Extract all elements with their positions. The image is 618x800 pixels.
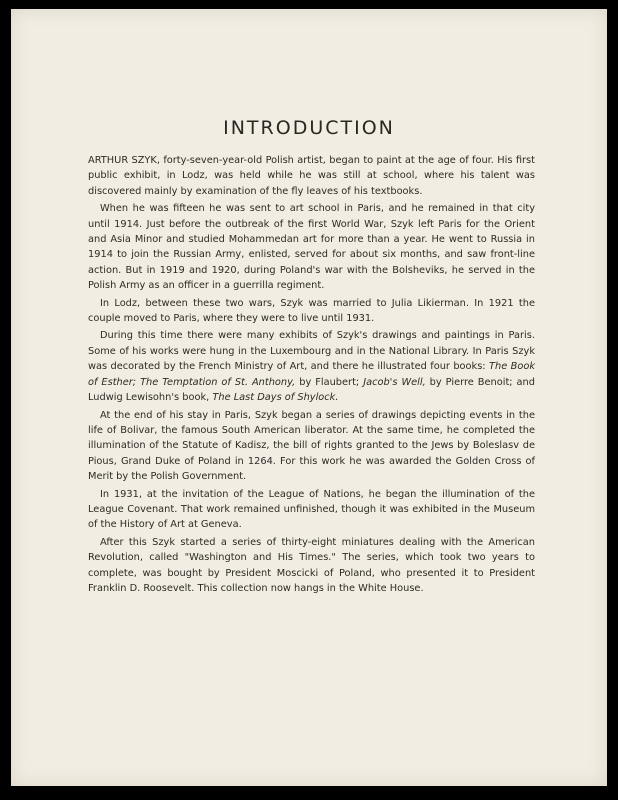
paragraph [88,487,535,533]
paragraph [88,535,535,597]
document-page [11,9,607,786]
paragraph [88,328,535,405]
paragraph-text: When he was fifteen he was sent to art school in Paris, and he remained in that city until 1914. Just before the outbreak of the first World War, Szyk left Paris for the Orient and Asia Minor and studied Mohammedan art for more than a year. He went to Russia in 1914 to join the Russian Army, enlisted, served for about six months, and saw front-line action. But in 1919 and 1920, during Poland's war with the Bolsheviks, he served in the Polish Army as an officer in a guerrilla regiment. [88,203,535,292]
book-title: Jacob's Well, [363,376,426,388]
paragraph-text: After this Szyk started a series of thirty-eight miniatures dealing with the American Revolution, called "Washington and His Times." The series, which took two years to complete, was bought by President Moscicki of Poland, who presented it to President Franklin D. Roosevelt. This collection now hangs in the White House. [88,536,535,594]
paragraph-text: During this time there were many exhibits of Szyk's drawings and paintings in Paris. Some of his works were hung in the Luxembourg and in the National Library. In Paris Szyk was decorated by the French Ministry of Art, and there he illustrated four books: [88,330,535,373]
paragraph-text: In Lodz, between these two wars, Szyk was married to Julia Likierman. In 1921 the couple moved to Paris, where they were to live until 1931. [88,297,535,325]
book-title: The Book of Esther; The Temptation of St. Anthony, [88,361,535,388]
paragraph-text: by Flaubert; [295,376,364,388]
book-title: The Last Days of Shylock. [212,392,339,404]
paragraph [88,201,535,293]
paragraph [88,296,535,327]
body-text [88,153,535,598]
page-title: INTRODUCTION [223,117,395,139]
paragraph-text: by Pierre Benoit; and Ludwig Lewisohn's book, [88,376,535,404]
paragraph [88,408,535,485]
paragraph-text: ARTHUR SZYK, forty-seven-year-old Polish artist, began to paint at the age of four. His first public exhibit, in Lodz, was held while he was still at school, where his talent was discovered mainly by examination of the fly leaves of his textbooks. [88,155,535,197]
paragraph [88,153,535,199]
paragraph-text: At the end of his stay in Paris, Szyk began a series of drawings depicting events in the life of Bolivar, the famous South American liberator. At the same time, he completed the illumination of the Statute of Kadisz, the bill of rights granted to the Jews by Boleslasv de Pious, Grand Duke of Poland in 1264. For this work he was awarded the Golden Cross of Merit by the Polish Government. [88,409,535,483]
paragraph-text: In 1931, at the invitation of the League of Nations, he began the illumination of the League Covenant. That work remained unfinished, though it was exhibited in the Museum of the History of Art at Geneva. [88,488,535,531]
